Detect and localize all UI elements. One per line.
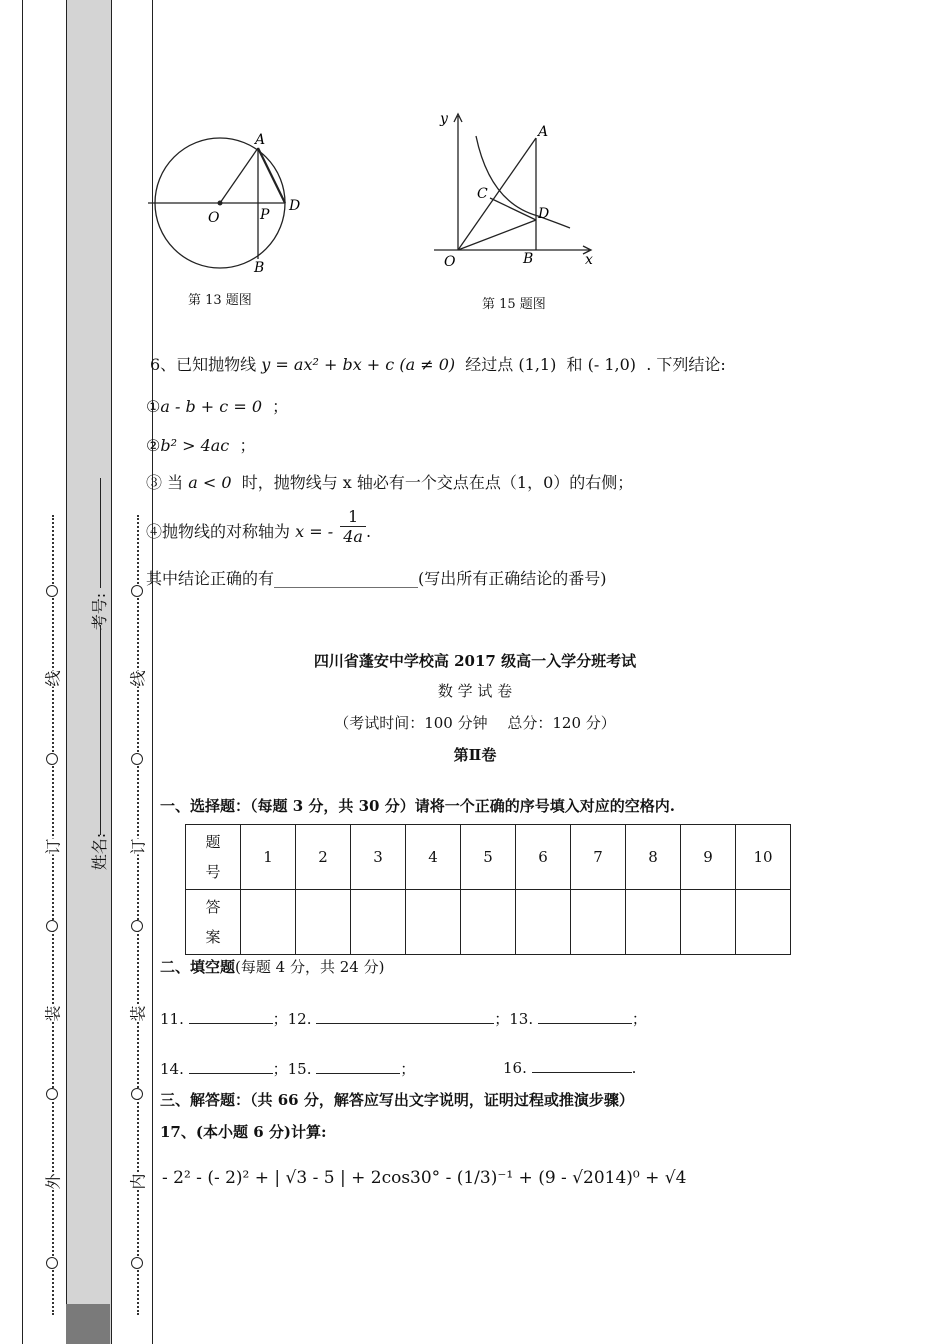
- binding-hole: [131, 1257, 143, 1269]
- answer-cell[interactable]: [461, 890, 516, 955]
- table-row-answers: [186, 890, 791, 955]
- q16-statement-3: [146, 470, 633, 493]
- fill-line-2: [160, 1058, 415, 1079]
- school-title: 四川省蓬安中学校高 2017 级高一入学分班考试: [313, 652, 637, 670]
- q16-s3-cond: a < 0: [188, 473, 232, 492]
- blank-11-label: 11.: [160, 1010, 189, 1028]
- q16-intro-mid: 经过点: [465, 355, 514, 374]
- outer-dotted-line: [52, 515, 54, 1315]
- q16-s3-prefix: 当: [167, 473, 184, 492]
- table-cell-number: 2: [296, 825, 351, 890]
- q16-s4-tail: .: [365, 522, 372, 541]
- inner-label-nei: 内: [124, 1173, 151, 1189]
- table-cell-number: 4: [406, 825, 461, 890]
- answer-cell[interactable]: [516, 890, 571, 955]
- fig15-label-O: O: [444, 254, 456, 270]
- q16-statement-4: [146, 507, 371, 551]
- q16-statement-2: [146, 433, 255, 456]
- blank-14-label: 14.: [160, 1060, 189, 1078]
- fig13-label-P: P: [260, 207, 270, 223]
- section2-title-bold: 二、填空题: [160, 958, 236, 976]
- answer-cell[interactable]: [736, 890, 791, 955]
- q16-s1: a - b + c = 0: [160, 397, 262, 416]
- table-cell-number: 1: [241, 825, 296, 890]
- outer-label-wai: 外: [39, 1173, 66, 1189]
- q16-s1-mark: ①: [146, 397, 161, 416]
- blank-16-tail: .: [631, 1059, 637, 1077]
- figure-13: [148, 125, 318, 280]
- binding-hole: [46, 1088, 58, 1100]
- section2-title: [160, 956, 384, 977]
- table-cell-number: 10: [736, 825, 791, 890]
- blank-13-tail: ；: [631, 1010, 647, 1028]
- table-cell-number: 7: [571, 825, 626, 890]
- fill-line-1: [160, 1008, 647, 1029]
- fig15-axis-x: x: [585, 252, 593, 268]
- binding-hole: [131, 920, 143, 932]
- blank-15-label: ；15.: [272, 1060, 317, 1078]
- section3-title: 三、解答题：（共 66 分，解答应写出文字说明，证明过程或推演步骤）: [160, 1091, 634, 1109]
- q16-intro: [150, 352, 726, 375]
- q16-statement-1: [146, 394, 288, 417]
- outer-label-ding: 订: [39, 838, 66, 854]
- q16-s1-tail: ；: [272, 397, 289, 416]
- binding-hole: [131, 585, 143, 597]
- gray-strip: [66, 0, 112, 1344]
- q16-s4-text: 抛物线的对称轴为: [162, 522, 291, 541]
- table-row-numbers: [186, 825, 791, 890]
- answer-cell[interactable]: [241, 890, 296, 955]
- gray-strip-foot: [66, 1304, 110, 1344]
- q16-intro-suffix: . 下列结论:: [646, 355, 726, 374]
- answer-cell[interactable]: [406, 890, 461, 955]
- blank-13[interactable]: [538, 1009, 632, 1024]
- table-cell-number: 6: [516, 825, 571, 890]
- binding-hole: [46, 1257, 58, 1269]
- answer-cell[interactable]: [351, 890, 406, 955]
- q16-s4-fraction: [340, 507, 366, 546]
- margin-border-left: [22, 0, 23, 1344]
- answer-cell[interactable]: [681, 890, 736, 955]
- binding-hole: [46, 920, 58, 932]
- q16-point2: (- 1,0): [587, 355, 637, 374]
- blank-16[interactable]: [532, 1058, 632, 1073]
- fig15-label-B: B: [523, 251, 534, 267]
- inner-label-line: 线: [124, 670, 151, 686]
- fig13-caption: 第 13 题图: [188, 293, 252, 308]
- q16-s4-mark: ④: [146, 522, 163, 541]
- answer-cell[interactable]: [296, 890, 351, 955]
- q16-ask: 其中结论正确的有__________________(写出所有正确结论的番号): [146, 569, 607, 588]
- blank-11[interactable]: [189, 1009, 273, 1024]
- section2-title-rest: (每题 4 分，共 24 分): [235, 958, 385, 976]
- fig13-label-D: D: [289, 198, 301, 214]
- subject-title: 数 学 试 卷: [437, 682, 513, 700]
- fig13-label-O: O: [208, 210, 220, 226]
- table-cell-number: 5: [461, 825, 516, 890]
- section1-title: 一、选择题：（每题 3 分，共 30 分）请将一个正确的序号填入对应的空格内.: [160, 797, 675, 815]
- q16-s4-num: 1: [340, 507, 366, 527]
- q17-expression: - 2² - (- 2)² + | √3 - 5 | + 2cos30° - (1/3)⁻¹ + (9 - √2014)⁰ + √4: [162, 1168, 687, 1188]
- binding-hole: [131, 1088, 143, 1100]
- q16-s2: b² > 4ac: [160, 436, 230, 455]
- table-cell-number: 3: [351, 825, 406, 890]
- q16-intro-prefix: 6、已知抛物线: [150, 355, 257, 374]
- answer-cell[interactable]: [626, 890, 681, 955]
- answer-cell[interactable]: [571, 890, 626, 955]
- q16-s2-mark: ②: [146, 436, 161, 455]
- q16-s2-tail: ；: [239, 436, 256, 455]
- time-info: （考试时间：100 分钟 总分：120 分）: [334, 714, 616, 732]
- inner-dotted-line: [137, 515, 139, 1315]
- fig13-label-B: B: [254, 260, 265, 276]
- blank-16-label: 16.: [503, 1059, 532, 1077]
- outer-label-zhuang: 装: [39, 1005, 66, 1021]
- binding-hole: [46, 585, 58, 597]
- table-cell-number: 9: [681, 825, 736, 890]
- inner-label-ding: 订: [124, 838, 151, 854]
- exam-no-label: 考号:: [90, 592, 110, 631]
- outer-label-line: 线: [39, 670, 66, 686]
- figure-15: [430, 108, 605, 273]
- blank-15-tail: ；: [400, 1060, 416, 1078]
- blank-14[interactable]: [189, 1059, 273, 1074]
- fig13-label-A: A: [255, 132, 266, 148]
- fig15-axis-y: y: [440, 111, 448, 127]
- blank-15[interactable]: [316, 1059, 400, 1074]
- q16-s3-mark: ③: [146, 473, 163, 492]
- q16-equation: y = ax² + bx + c (a ≠ 0): [261, 355, 456, 374]
- row-label-answer: 答 案: [186, 890, 241, 955]
- q16-and: 和: [566, 355, 583, 374]
- fig15-caption: 第 15 题图: [482, 297, 546, 312]
- volume-title: 第Ⅱ卷: [453, 746, 497, 764]
- table-cell-number: 8: [626, 825, 681, 890]
- blank-12[interactable]: [316, 1009, 494, 1024]
- q16-s4-den: 4a: [343, 527, 363, 546]
- exam-no-line[interactable]: [100, 478, 101, 588]
- q16-s4-lhs: x = -: [295, 522, 334, 541]
- q17-title: 17、(本小题 6 分)计算:: [160, 1123, 327, 1141]
- fill-line-2b: [503, 1058, 636, 1077]
- q16-s3-text: 时，抛物线与 x 轴必有一个交点在点（1，0）的右侧；: [241, 473, 634, 492]
- blank-12-label: ；12.: [272, 1010, 317, 1028]
- name-label: 姓名:: [90, 832, 110, 871]
- answer-table: [185, 824, 791, 955]
- blank-13-label: ；13.: [494, 1010, 538, 1028]
- fig15-label-C: C: [477, 186, 488, 202]
- inner-label-zhuang: 装: [124, 1005, 151, 1021]
- fig15-label-A: A: [538, 124, 549, 140]
- row-label-number: 题 号: [186, 825, 241, 890]
- q16-point1: (1,1): [518, 355, 557, 374]
- fig15-label-D: D: [538, 206, 550, 222]
